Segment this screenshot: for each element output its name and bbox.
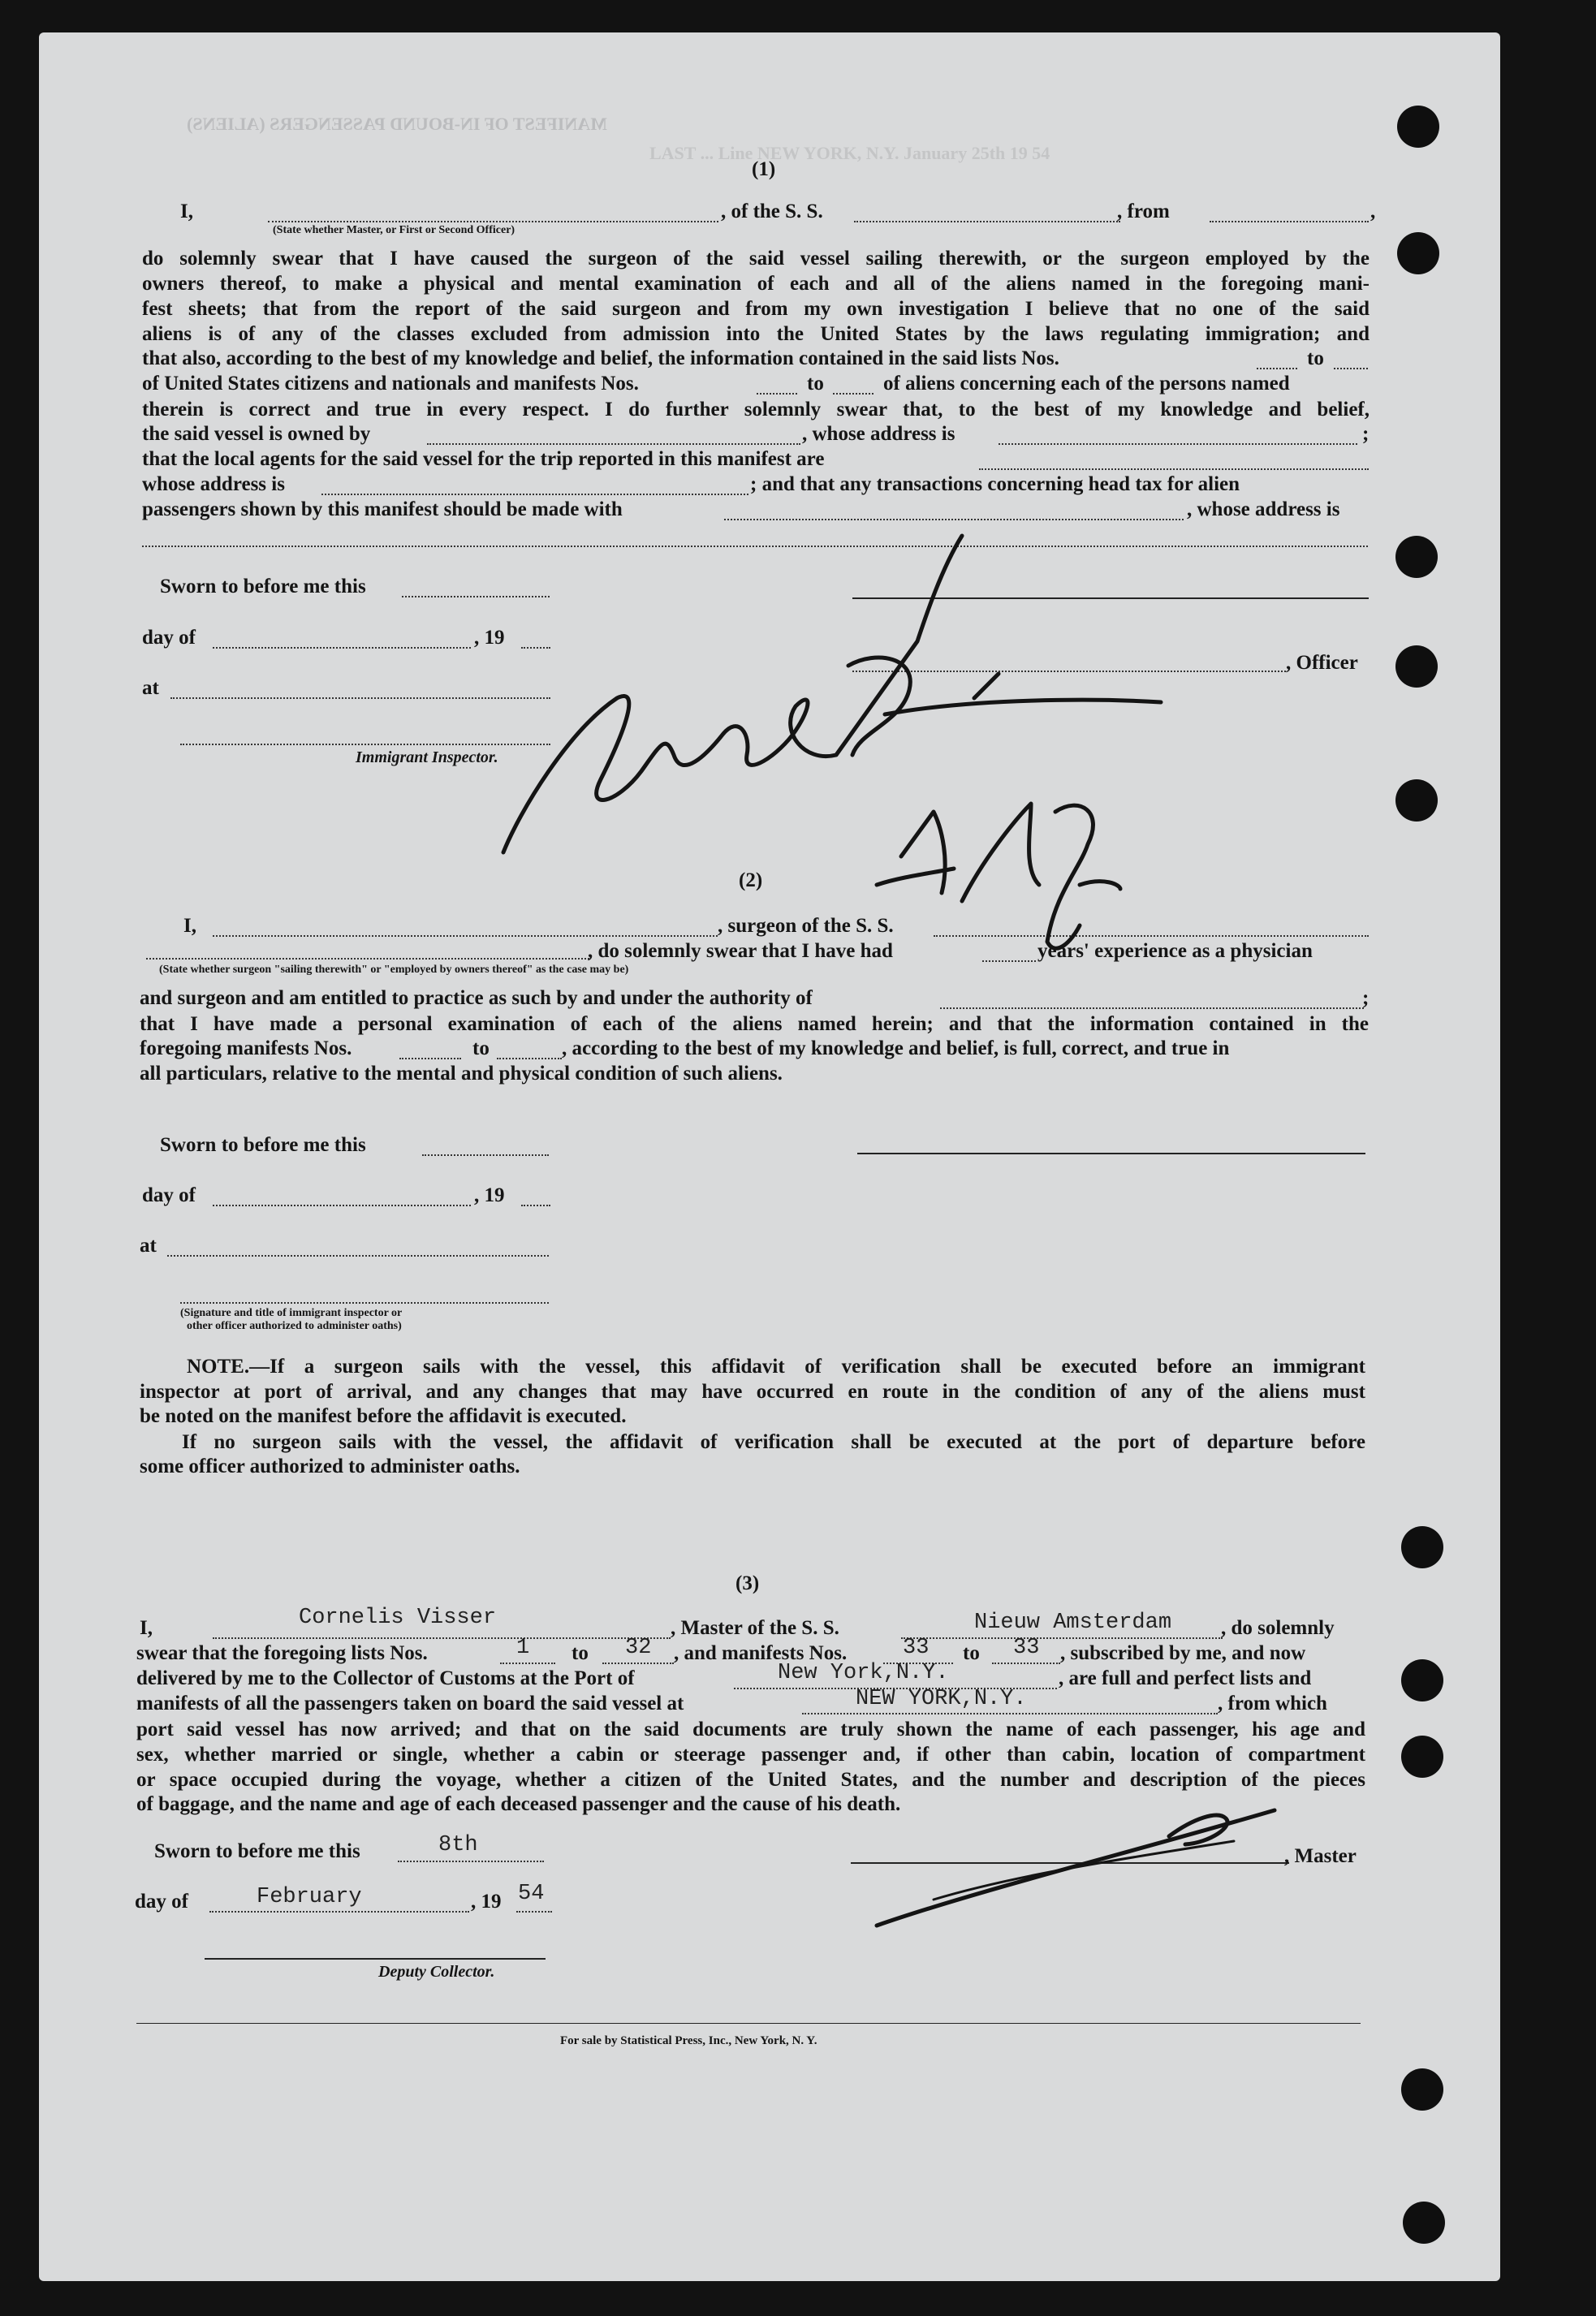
oath-text-line: do solemnly swear that I have caused the surgeon of the said vessel sailing therewith, or the surgeon employed by the [142,248,1370,270]
lists-from-value[interactable]: 1 [516,1636,530,1660]
master-note: (State whether Master, or First or Second Officer) [273,224,515,236]
i-label: I, [180,201,193,222]
signature-scrawl [877,812,954,893]
do-solemnly-label: , do solemnly [1221,1617,1335,1639]
lists-to-value[interactable]: 32 [625,1636,652,1660]
signature-scrawl [974,674,999,698]
oath-text-line: port said vessel has now arrived; and that on the said documents are truly shown the name of each passenger, his age and [136,1719,1365,1740]
swear-lists-text: swear that the foregoing lists Nos. [136,1642,428,1664]
day-of-label: day of [135,1891,188,1913]
semicolon: ; [1362,987,1370,1009]
oath-text-line: fest sheets; that from the report of the said surgeon and from my own investigation I believe that no one of the said [142,298,1370,320]
to-label: to [963,1642,980,1664]
surgeon-of-ss-label: , surgeon of the S. S. [718,915,894,937]
foregoing-text: foregoing manifests Nos. [140,1037,352,1059]
and-manifests-text: , and manifests Nos. [674,1642,848,1664]
oath-text-line: that I have made a personal examination of each of the aliens named herein; and that the information contained in the [140,1013,1369,1035]
from-which-text: , from which [1218,1693,1327,1714]
to-label: to [472,1037,490,1059]
signature-scrawl [503,536,962,852]
citizens-text-end: of aliens concerning each of the persons named [883,373,1290,395]
year-label: , 19 [471,1891,502,1913]
manifests-of-text: manifests of all the passengers taken on board the said vessel at [136,1693,684,1714]
passengers-shown-text: passengers shown by this manifest should be made with [142,498,623,520]
day-of-label: day of [142,1184,196,1206]
head-tax-text: ; and that any transactions concerning head tax for alien [750,473,1240,495]
bleed-through-header: MANIFEST OF IN-BOUND PASSENGERS (ALIENS) [187,114,607,134]
oath-text-line: or space occupied during the voyage, whether a citizen of the United States, and the number and description of the pieces [136,1769,1365,1791]
signature-scrawl [848,658,910,755]
year-label: , 19 [474,1184,505,1206]
deputy-label: Deputy Collector. [378,1963,495,1981]
manifests-from-value[interactable]: 33 [903,1636,930,1660]
whose-address-label: , whose address is [802,423,955,445]
semicolon: ; [1362,423,1370,445]
master-label: , Master [1284,1845,1357,1867]
i-label: I, [183,915,196,937]
to-label: to [807,373,824,395]
owned-by-label: the said vessel is owned by [142,423,371,445]
authority-text: and surgeon and am entitled to practice as such by and under the authority of [140,987,813,1009]
oath-text-line: of baggage, and the name and age of each deceased passenger and the cause of his death. [136,1793,901,1815]
note-text-line: If no surgeon sails with the vessel, the affidavit of verification shall be executed at the port of departure before [182,1431,1365,1453]
master-name-value[interactable]: Cornelis Visser [299,1606,497,1630]
from-label: , from [1117,201,1170,222]
solemnly-text: , do solemnly swear that I have had [588,940,893,962]
note-text-line: NOTE.—If a surgeon sails with the vessel, this affidavit of verification shall be executed before an immigrant [187,1356,1365,1378]
full-lists-text: , are full and perfect lists and [1059,1667,1312,1689]
note-text-line: inspector at port of arrival, and any changes that may have occurred en route in the condition of any of the aliens must [140,1381,1365,1403]
footer-text: For sale by Statistical Press, Inc., New York, N. Y. [560,2034,817,2047]
note-text-line: some officer authorized to administer oaths. [140,1456,520,1477]
lists-text: that also, according to the best of my knowledge and belief, the information contained in the said lists Nos. [142,347,1059,369]
section-2-number: (2) [739,869,763,891]
foregoing-text-end: , according to the best of my knowledge and belief, is full, correct, and true in [562,1037,1230,1059]
citizens-text: of United States citizens and nationals and manifests Nos. [142,373,639,395]
of-ss-label: , of the S. S. [721,201,823,222]
year-label: , 19 [474,627,505,649]
oath-text-line: aliens is of any of the classes excluded from admission into the United States by the laws regulating immigration; and [142,323,1370,345]
oath-text-line: therein is correct and true in every respect. I do further solemnly swear that, to the best of my knowledge and belief, [142,399,1370,421]
to-label: to [1307,347,1324,369]
note-text-line: be noted on the manifest before the affidavit is executed. [140,1405,627,1427]
section-3-number: (3) [735,1572,760,1594]
port-value[interactable]: New York,N.Y. [778,1661,949,1685]
to-label: to [572,1642,589,1664]
particulars-text: all particulars, relative to the mental and physical condition of such aliens. [140,1063,783,1085]
officer-label: , Officer [1286,652,1358,674]
signature-scrawl [1080,882,1120,889]
master-of-ss-label: , Master of the S. S. [671,1617,839,1639]
sworn-label: Sworn to before me this [154,1840,360,1862]
signature-scrawl [962,804,1093,948]
day-of-label: day of [142,627,196,649]
section-1-number: (1) [752,158,776,180]
years-exp-text: years' experience as a physician [1037,940,1313,962]
whose-address-label: whose address is [142,473,285,495]
signature-note: other officer authorized to administer oaths) [187,1320,402,1332]
i-label: I, [140,1617,153,1639]
signature-note: (Signature and title of immigrant inspector or [180,1307,403,1319]
trailing-comma: , [1370,201,1376,222]
oath-text-line: owners thereof, to make a physical and mental examination of each and all of the aliens named in the foregoing mani- [142,273,1370,295]
inspector-label: Immigrant Inspector. [356,748,498,766]
whose-address-label: , whose address is [1187,498,1340,520]
port-taken-value[interactable]: NEW YORK,N.Y. [856,1687,1027,1711]
oath-text-line: sex, whether married or single, whether a cabin or steerage passenger and, if other than cabin, location of compartment [136,1744,1365,1766]
surgeon-note: (State whether surgeon "sailing therewith" or "employed by owners thereof" as the case may be) [159,964,629,976]
sworn-day-value[interactable]: 8th [438,1833,478,1857]
vessel-name-value[interactable]: Nieuw Amsterdam [974,1611,1172,1635]
bleed-through-header: LAST ... Line NEW YORK, N.Y. January 25th 19 54 [649,143,1050,163]
sworn-label: Sworn to before me this [160,1134,366,1156]
sworn-month-value[interactable]: February [257,1885,362,1909]
sworn-year-value[interactable]: 54 [518,1882,545,1906]
sworn-label: Sworn to before me this [160,576,366,597]
delivered-text: delivered by me to the Collector of Customs at the Port of [136,1667,635,1689]
at-label: at [140,1235,157,1257]
local-agents-label: that the local agents for the said vessel for the trip reported in this manifest are [142,448,825,470]
signature-scrawl [885,700,1161,714]
at-label: at [142,677,159,699]
subscribed-text: , subscribed by me, and now [1060,1642,1306,1664]
manifests-to-value[interactable]: 33 [1013,1636,1040,1660]
master-signature-scrawl [934,1841,1234,1900]
